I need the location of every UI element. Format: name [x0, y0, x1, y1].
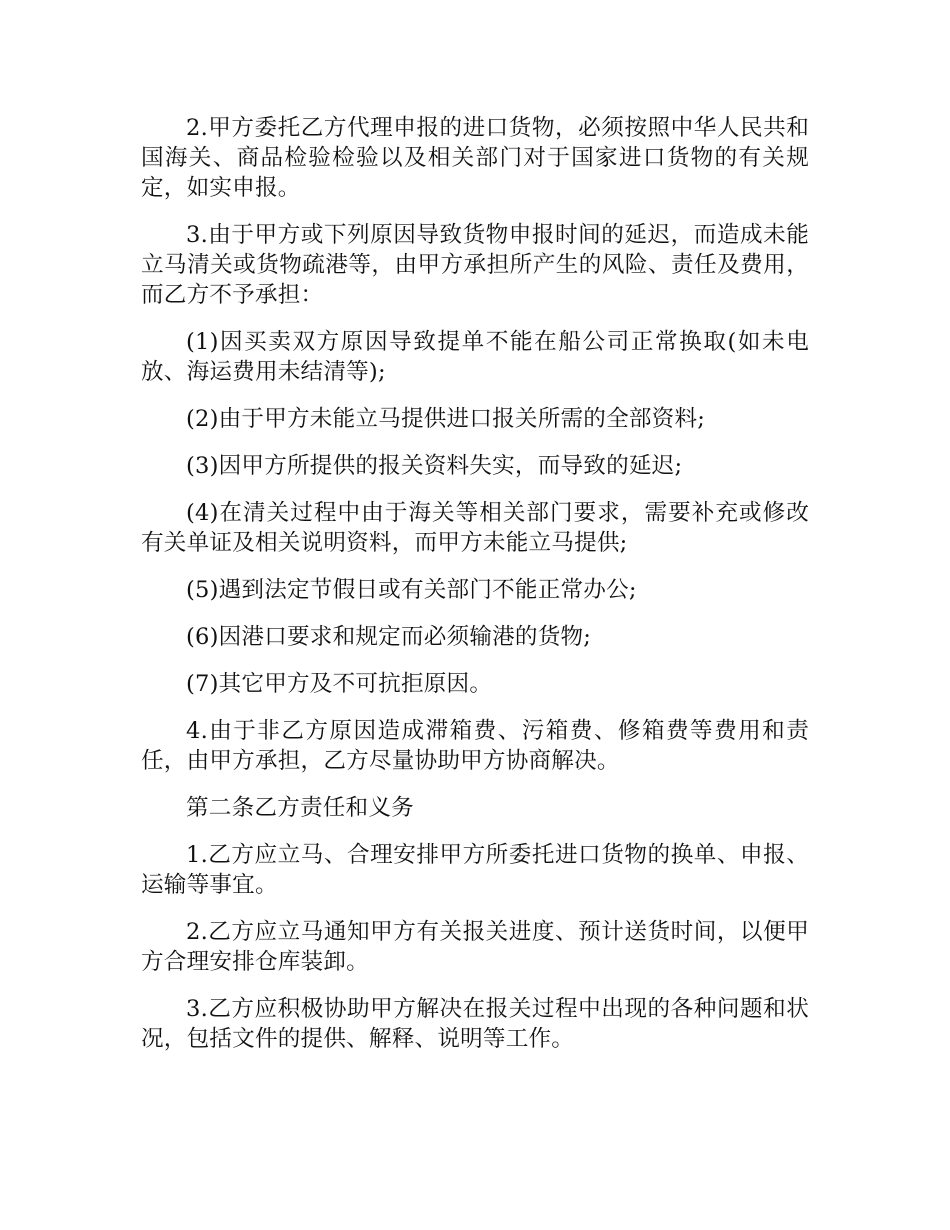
paragraph-item-1: (1)因买卖双方原因导致提单不能在船公司正常换取(如未电放、海运费用未结清等);: [141, 329, 809, 385]
paragraph-duty-3: 3.乙方应积极协助甲方解决在报关过程中出现的各种问题和状况，包括文件的提供、解释、说明等工作。: [141, 996, 809, 1052]
paragraph-clause-2: 2.甲方委托乙方代理申报的进口货物，必须按照中华人民共和国海关、商品检验检验以及相关部门对于国家进口货物的有关规定，如实申报。: [141, 115, 809, 201]
document-page: [141, 113, 809, 1071]
paragraph-item-3: (3)因甲方所提供的报关资料失实，而导致的延迟;: [186, 453, 683, 479]
paragraph-item-7: (7)其它甲方及不可抗拒原因。: [186, 671, 493, 697]
paragraph-item-5: (5)遇到法定节假日或有关部门不能正常办公;: [186, 577, 637, 603]
paragraph-clause-3: 3.由于甲方或下列原因导致货物申报时间的延迟，而造成未能立马清关或货物疏港等，由甲方承担所产生的风险、责任及费用，而乙方不予承担：: [141, 222, 809, 308]
paragraph-clause-4: 4.由于非乙方原因造成滞箱费、污箱费、修箱费等费用和责任，由甲方承担，乙方尽量协助甲方协商解决。: [141, 718, 809, 774]
section-heading-article-2: 第二条乙方责任和义务: [186, 795, 414, 821]
paragraph-duty-1: 1.乙方应立马、合理安排甲方所委托进口货物的换单、申报、运输等事宜。: [141, 842, 809, 898]
paragraph-item-2: (2)由于甲方未能立马提供进口报关所需的全部资料;: [186, 406, 706, 432]
paragraph-item-4: (4)在清关过程中由于海关等相关部门要求，需要补充或修改有关单证及相关说明资料，而甲方未能立马提供;: [141, 500, 809, 556]
paragraph-duty-2: 2.乙方应立马通知甲方有关报关进度、预计送货时间，以便甲方合理安排仓库装卸。: [141, 919, 809, 975]
paragraph-item-6: (6)因港口要求和规定而必须输港的货物;: [186, 624, 592, 650]
